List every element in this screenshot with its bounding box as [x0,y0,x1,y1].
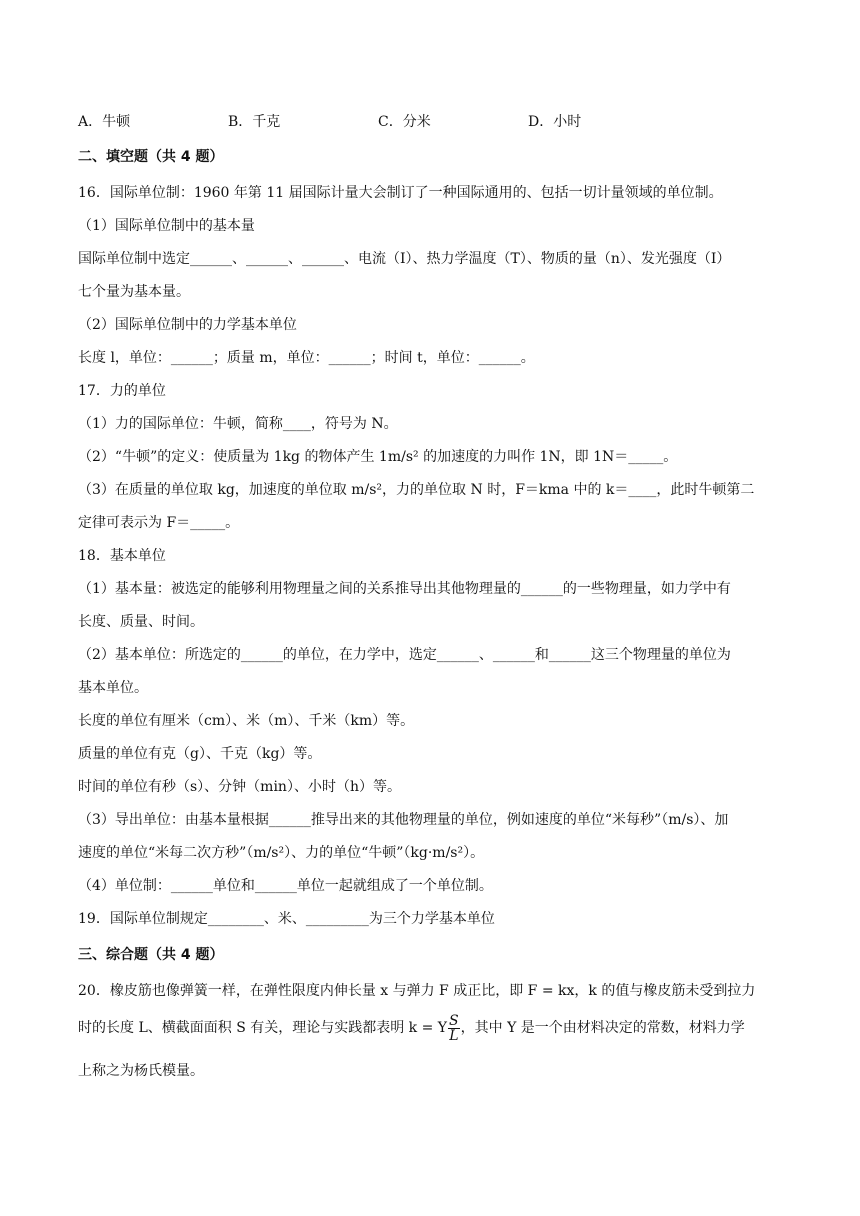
option-d: D．小时 [528,114,582,130]
option-c: C．分米 [378,114,431,130]
q20-line2-end: ，其中 Y 是一个由材料决定的常数，材料力学 [460,1020,745,1036]
q17-part3-line1: （3）在质量的单位取 kg，加速度的单位取 m/s²，力的单位取 N 时，F＝kma 中的 k＝____，此时牛顿第二 [78,482,755,498]
q18-part3-line1: （3）导出单位：由基本量根据______推导出来的其他物理量的单位，例如速度的单位“米每秒”（m/s）、加 [78,812,729,828]
q17-part3-line2: 定律可表示为 F＝_____。 [78,515,240,531]
q16-part2-line1: 长度 l，单位：______；质量 m，单位：______；时间 t，单位：______。 [78,350,535,366]
q18-title: 18．基本单位 [78,548,166,564]
q17-part1: （1）力的国际单位：牛顿，简称____，符号为 N。 [78,416,398,432]
option-a: A．牛顿 [78,114,131,130]
q18-part2-line2: 基本单位。 [78,680,148,696]
q20-line3: 上称之为杨氏模量。 [78,1063,204,1079]
option-b: B．千克 [228,114,281,130]
fraction-denominator: L [449,1027,459,1044]
q16-part1-title: （1）国际单位制中的基本量 [78,218,255,234]
q18-part1-line1: （1）基本量：被选定的能够利用物理量之间的关系推导出其他物理量的______的一些物理量，如力学中有 [78,581,731,597]
q20-line2 [78,1012,788,1044]
q18-part1-line2: 长度、质量、时间。 [78,614,204,630]
q18-part2-line1: （2）基本单位：所选定的______的单位，在力学中，选定______、______和______这三个物理量的单位为 [78,647,731,663]
q16-stem: 16．国际单位制：1960 年第 11 届国际计量大会制订了一种国际通用的、包括一切计量领域的单位制。 [78,185,723,201]
q20-line2-start: 时的长度 L、横截面面积 S 有关，理论与实践都表明 k = Y [78,1020,448,1036]
q17-part2: （2）“牛顿”的定义：使质量为 1kg 的物体产生 1m/s² 的加速度的力叫作 1N，即 1N＝_____。 [78,449,678,465]
q18-part4: （4）单位制：______单位和______单位一起就组成了一个单位制。 [78,878,493,894]
q17-title: 17．力的单位 [78,383,166,399]
q18-part3-line2: 速度的单位“米每二次方秒”（m/s²）、力的单位“牛顿”（kg·m/s²）。 [78,845,485,861]
q20-line1: 20．橡皮筋也像弹簧一样，在弹性限度内伸长量 x 与弹力 F 成正比，即 F = kx，k 的值与橡皮筋未受到拉力 [78,983,756,999]
q16-part1-line1: 国际单位制中选定______、______、______、电流（I）、热力学温度（T）、物质的量（n）、发光强度（I） [78,251,731,267]
section-title-comprehensive: 三、综合题（共 4 题） [78,947,224,963]
fraction-numerator: S [449,1012,459,1029]
q19-text: 19．国际单位制规定________、米、_________为三个力学基本单位 [78,911,495,927]
q16-part2-title: （2）国际单位制中的力学基本单位 [78,317,297,333]
q18-length-units: 长度的单位有厘米（cm）、米（m）、千米（km）等。 [78,713,415,729]
q16-part1-line2: 七个量为基本量。 [78,284,190,300]
q18-mass-units: 质量的单位有克（g）、千克（kg）等。 [78,746,322,762]
q18-time-units: 时间的单位有秒（s）、分钟（min）、小时（h）等。 [78,779,401,795]
section-title-fill-in: 二、填空题（共 4 题） [78,149,224,165]
formula-fraction [448,1014,460,1043]
